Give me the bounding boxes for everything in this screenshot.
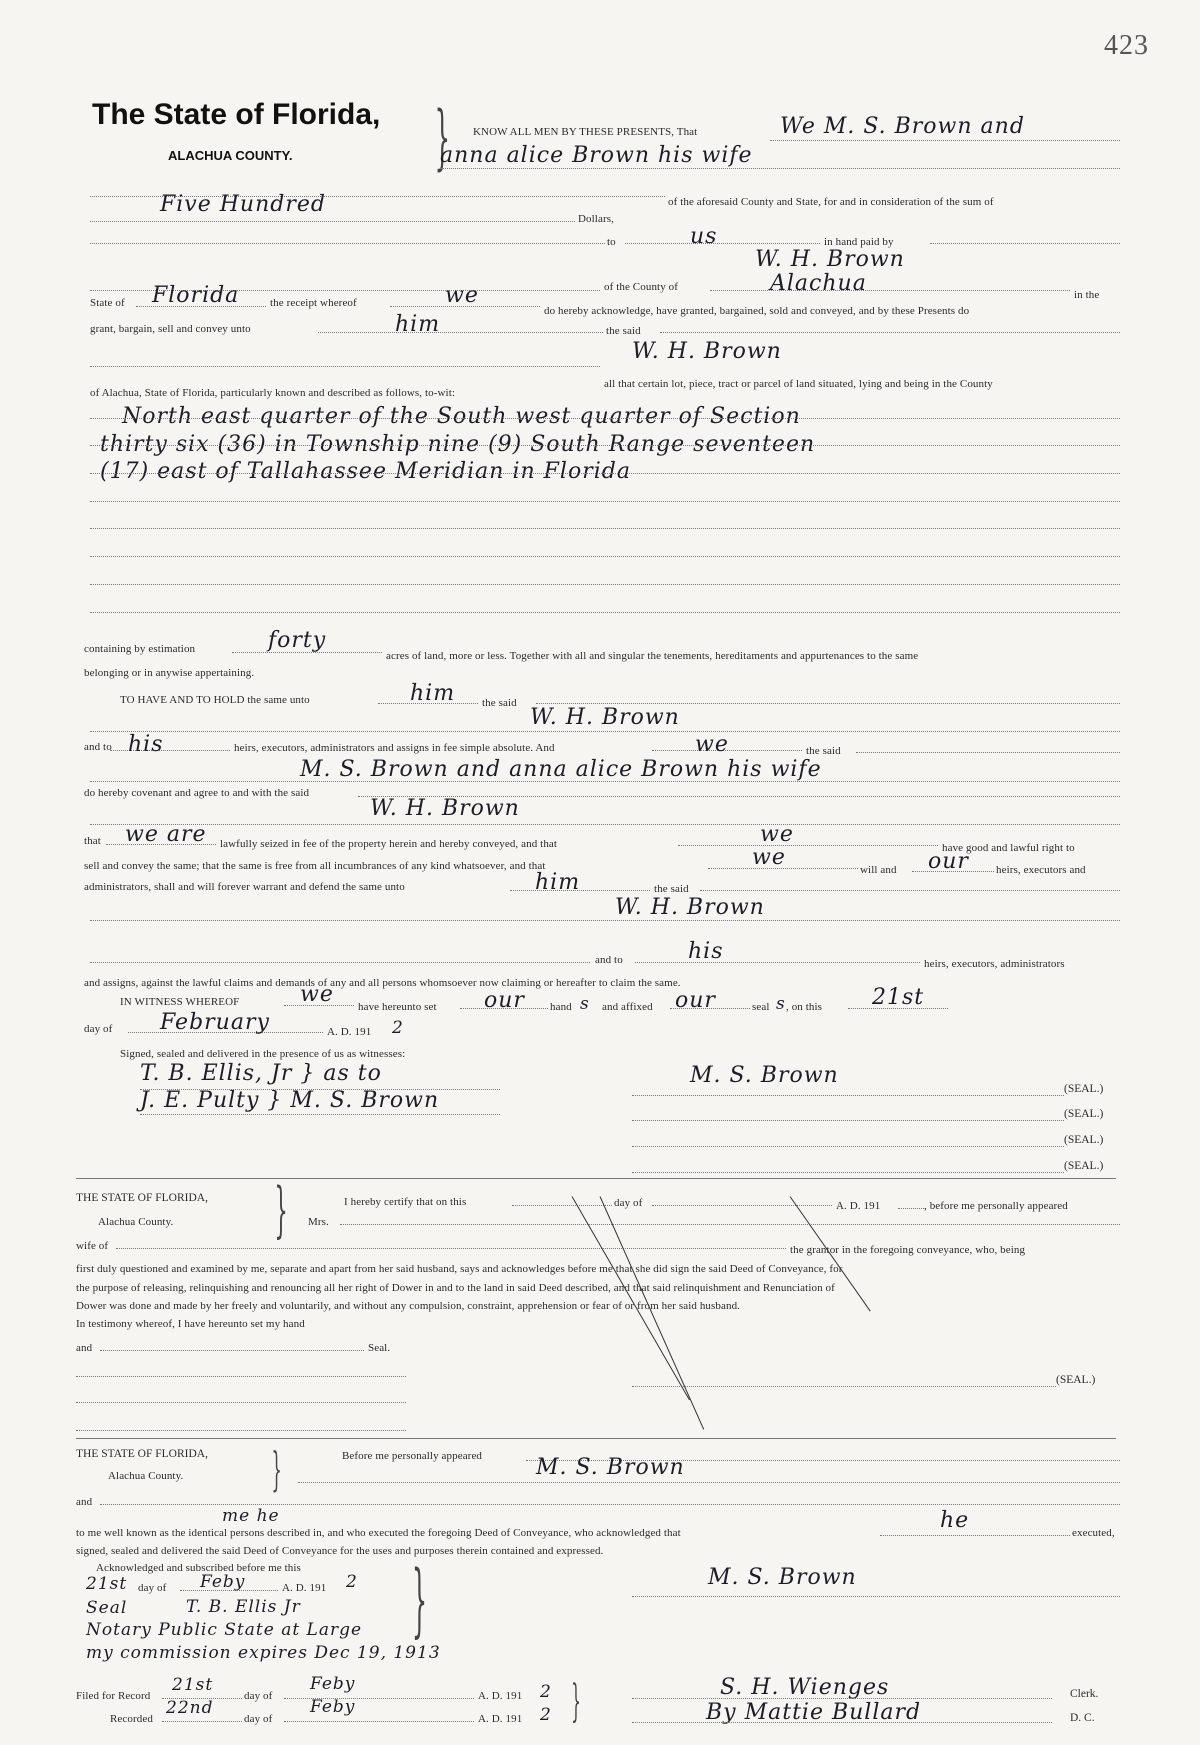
containing-label: containing by estimation xyxy=(84,643,196,655)
clerk-signature: S. H. Wienges xyxy=(720,1675,890,1700)
strike-line-1 xyxy=(572,1196,690,1400)
certify-text: I hereby certify that on this xyxy=(344,1196,467,1208)
have-grantee: W. H. Brown xyxy=(530,705,680,730)
dower-seal-label: Seal. xyxy=(368,1342,391,1354)
paid-by-value: W. H. Brown xyxy=(755,247,905,272)
filed-year: 2 xyxy=(540,1682,552,1702)
covenant-grantee: W. H. Brown xyxy=(370,796,520,821)
dower-before-me: , before me personally appeared xyxy=(924,1200,1068,1212)
page-number: 423 xyxy=(1104,30,1149,61)
know-all-men: KNOW ALL MEN BY THESE PRESENTS, That xyxy=(473,126,698,138)
affixed-value: our xyxy=(675,988,716,1013)
seal-1: (SEAL.) xyxy=(1064,1083,1104,1095)
dower-day-of: day of xyxy=(614,1197,643,1209)
acknowledged-text: Acknowledged and subscribed before me this xyxy=(96,1562,301,1574)
hand-s: s xyxy=(580,994,590,1014)
dower-county: Alachua County. xyxy=(98,1216,174,1228)
sell-value: we xyxy=(752,845,786,870)
county-value: Alachua xyxy=(770,271,867,296)
filed-ad: A. D. 191 xyxy=(478,1690,523,1702)
filed-label: Filed for Record xyxy=(76,1690,151,1702)
ack-appeared-value: M. S. Brown xyxy=(536,1455,685,1480)
affixed-label: and affixed xyxy=(602,1001,653,1013)
aforesaid-text: of the aforesaid County and State, for and in consideration of the sum of xyxy=(668,196,994,208)
deed-page: 423 The State of Florida, ALACHUA COUNTY. } KNOW ALL MEN BY THESE PRESENTS, That We M. S. Brown and anna alice Brown his wife of the aforesaid County and State, for and in consideration of the sum of Five Hundred Dollars, to us in hand paid by W. H. Brown of the County of Alachua in the State of Florida the receipt whereof we do hereby acknowledge, have granted, bargained, sold and conveyed, and by these Presents do grant, bargain, sell and convey unto him the said W. H. Brown all that certain lot, piece, tract or parcel of land situated, lying and being in the County of Alachua, State of Florida, particularly known and described as follows, to-wit: North east quarter of the South west quarter of Section thirty six (36) in Township nine (9) South Range seventeen (17) east of Tallahassee Meridian in Florida containing by estimation forty acres of land, more or less. Together with all and singular the tenements, hereditaments and appurtenances to the same belonging or in anywise appertaining. TO HAVE AND TO HOLD the same unto him the said W. H. Brown and to his heirs, executors, administrators and assigns in fee simple absolute. And we the said M. S. Brown and anna alice Brown his wife do hereby covenant and agree to and with the said W. H. Brown that we are lawfully seized in fee of the property herein and hereby conveyed, and that we have good and lawful right to sell and convey the same; that the same is free from all incumbrances of any kind whatsoever, and that we will and our heirs, executors and administrators, shall and will forever warrant and defend the same unto him the said W. H. Brown and to his heirs, executors, administrators and assigns, against the lawful claims and demands of any and all persons whomsoever now claiming or hereafter to claim the same. IN WITNESS WHEREOF we have hereunto set our hand s and affixed our seal s , on this 21st day of February A. D. 191 2 Signed, sealed and delivered in the presence of us as witnesses: T. B. Ellis, Jr } as to J. E. Pulty } M. S. Brown M. S. Brown (SEAL.) (SEAL.) (SEAL.) (SEAL.) THE STATE OF FLORIDA, Alachua County. } I hereby certify that on this day of A. D. 191 , before me personally appeared Mrs. wife of the grantor in the foregoing conveyance, who, being first duly questioned and examined by me, separate and apart from her said husband, says and acknowledges before me that she did sign the said Deed of Conveyance, for the purpose of releasing, relinquishing and renouncing all her right of Dower in and to the land in said Deed described, and that said relinquishment and Renunciation of Dower was done and made by her freely and voluntarily, and without any compulsion, constraint, apprehension or fear of or from her said husband. In testimony whereof, I have hereunto set my hand and Seal. (SEAL.) THE STATE OF FLORIDA, Alachua County. } Before me personally appeared M. S. Brown and me he to me well known as the identical persons described in, and who executed the foregoing Deed of Conveyance, who acknowledged that he executed, signed, sealed and delivered the said Deed of Conveyance for the uses and purposes therein contained and expressed. Acknowledged and subscribed before me this 21st day of Feby A. D. 191 2 } Seal T. B. Ellis Jr Notary Public State at Large my commission expires Dec 19, 1913 M. S. Brown Filed for Record 21st day of Feby A. D. 191 2 Recorded 22nd day of Feby A. D. 191 2 } S. H. Wienges Clerk. By Mattie Bullard D. C. xyxy=(76,30,1149,1727)
ack-before-me: Before me personally appeared xyxy=(342,1450,483,1462)
certain-lot-text: all that certain lot, piece, tract or parcel of land situated, lying and being in the County xyxy=(604,378,993,390)
seal-label: seal xyxy=(752,1001,770,1013)
ack-state: THE STATE OF FLORIDA, xyxy=(76,1448,208,1460)
ack-county: Alachua County. xyxy=(108,1470,184,1482)
sell-convey-text: sell and convey the same; that the same is free from all incumbrances of any kind whatsoever, and that xyxy=(84,860,546,872)
seal-3: (SEAL.) xyxy=(1064,1134,1104,1146)
the-said-label: the said xyxy=(606,325,641,337)
wife-of-label: wife of xyxy=(76,1240,109,1252)
and-to-label: and to xyxy=(84,741,112,753)
recorded-year: 2 xyxy=(540,1705,552,1725)
ad-label: A. D. 191 xyxy=(327,1026,372,1038)
set-value: our xyxy=(484,988,525,1013)
witness1-value: T. B. Ellis, Jr } as to xyxy=(140,1061,382,1086)
signed-line: signed, sealed and delivered the said Deed of Conveyance for the uses and purposes therein contained and expressed. xyxy=(76,1545,604,1557)
recorded-day-of: day of xyxy=(244,1713,273,1725)
filed-day-of: day of xyxy=(244,1690,273,1702)
dower-seal: (SEAL.) xyxy=(1056,1374,1096,1386)
lawfully-text: lawfully seized in fee of the property herein and hereby conveyed, and that xyxy=(220,838,558,850)
and-to-value: his xyxy=(128,732,164,757)
seal-s: s xyxy=(776,994,786,1014)
good-right-text: have good and lawful right to xyxy=(942,842,1075,854)
recorded-label: Recorded xyxy=(110,1713,153,1725)
acres-text: acres of land, more or less. Together with all and singular the tenements, hereditaments and appurtenances to the same xyxy=(386,650,919,662)
grantee-value: W. H. Brown xyxy=(632,339,782,364)
belonging-text: belonging or in anywise appertaining. xyxy=(84,667,255,679)
dower-state: THE STATE OF FLORIDA, xyxy=(76,1192,208,1204)
day-value: 21st xyxy=(872,985,925,1010)
grant-line: grant, bargain, sell and convey unto xyxy=(90,323,251,335)
that-label: that xyxy=(84,835,101,847)
filed-day: 21st xyxy=(172,1675,214,1695)
ack-month-value: Feby xyxy=(200,1572,246,1592)
lawfully-value: we xyxy=(760,822,794,847)
covenantors-value: M. S. Brown and anna alice Brown his wife xyxy=(300,757,822,782)
in-hand-label: in hand paid by xyxy=(824,236,894,248)
recorded-ad: A. D. 191 xyxy=(478,1713,523,1725)
of-county-label: of the County of xyxy=(604,281,679,293)
section-rule-2 xyxy=(76,1438,1116,1439)
have-value: him xyxy=(410,681,456,706)
seal-2: (SEAL.) xyxy=(1064,1108,1104,1120)
defend-value: him xyxy=(535,870,581,895)
the-said3-label: the said xyxy=(806,745,841,757)
receipt-value: we xyxy=(445,283,479,308)
header-brace: } xyxy=(434,96,451,178)
well-known-text: to me well known as the identical persons described in, and who executed the foregoing Deed of Conveyance, who acknowledged that xyxy=(76,1527,681,1539)
filed-month: Feby xyxy=(310,1674,356,1694)
grantor-signature: M. S. Brown xyxy=(690,1063,839,1088)
seal-4: (SEAL.) xyxy=(1064,1160,1104,1172)
state-of-label: State of xyxy=(90,297,125,309)
assigns-text: and assigns, against the lawful claims and demands of any and all persons whomsoever now claiming or hereafter to claim the same. xyxy=(84,977,681,989)
to-value: us xyxy=(690,224,718,249)
recorded-month: Feby xyxy=(310,1697,356,1717)
clerk-label: Clerk. xyxy=(1070,1688,1099,1700)
grantor-text: the grantor in the foregoing conveyance, who, being xyxy=(790,1244,1026,1256)
the-said2-label: the said xyxy=(482,697,517,709)
that-value: we are xyxy=(125,822,207,847)
notary-title: Notary Public State at Large xyxy=(86,1620,363,1640)
strike-line-2 xyxy=(600,1196,705,1429)
ack-day-value: 21st xyxy=(86,1574,128,1594)
will-and-label: will and xyxy=(860,864,897,876)
state-value: Florida xyxy=(152,283,240,308)
month-value: February xyxy=(160,1010,270,1035)
witness2-value: J. E. Pulty } M. S. Brown xyxy=(140,1088,440,1113)
description-line-3: (17) east of Tallahassee Meridian in Florida xyxy=(100,459,631,484)
covenant-text: do hereby covenant and agree to and with the said xyxy=(84,787,310,799)
dc-signature: By Mattie Bullard xyxy=(706,1700,922,1725)
defend-grantee: W. H. Brown xyxy=(615,895,765,920)
year-digit: 2 xyxy=(392,1018,404,1038)
ack-year-digit: 2 xyxy=(346,1572,358,1592)
of-alachua-text: of Alachua, State of Florida, particularly known and described as follows, to-wit: xyxy=(90,387,456,399)
grantors-line2: anna alice Brown his wife xyxy=(440,143,753,168)
ack-inserted: me he xyxy=(222,1506,280,1526)
description-line-1: North east quarter of the South west quarter of Section xyxy=(122,404,801,429)
document-title: The State of Florida, xyxy=(92,98,381,131)
signed-sealed-text: Signed, sealed and delivered in the presence of us as witnesses: xyxy=(120,1048,406,1060)
sum-value: Five Hundred xyxy=(160,192,326,217)
grantors-line1: We M. S. Brown and xyxy=(780,114,1025,139)
have-hereunto-label: have hereunto set xyxy=(358,1001,437,1013)
dower-ad: A. D. 191 xyxy=(836,1200,881,1212)
will-value: our xyxy=(928,849,969,874)
mrs-label: Mrs. xyxy=(308,1216,329,1228)
and-to2-label: and to xyxy=(595,954,623,966)
dower-body-2: the purpose of releasing, relinquishing and renouncing all her right of Dower in and to the land in said Deed described, and that said relinquishment and Renunciation of xyxy=(76,1282,835,1294)
heirs-exec2-text: heirs, executors, administrators xyxy=(924,958,1065,970)
notary-name: T. B. Ellis Jr xyxy=(186,1597,301,1617)
acknowledge-text: do hereby acknowledge, have granted, bargained, sold and conveyed, and by these Presents do xyxy=(544,305,970,317)
description-line-2: thirty six (36) in Township nine (9) South Range seventeen xyxy=(100,432,816,457)
hand-label: hand xyxy=(550,1001,572,1013)
county-heading: ALACHUA COUNTY. xyxy=(168,148,293,163)
ack-seal-value: Seal xyxy=(86,1598,128,1618)
ack-value: he xyxy=(940,1508,970,1533)
dower-and-label: and xyxy=(76,1342,93,1354)
unto-value: him xyxy=(395,312,441,337)
dollars-label: Dollars, xyxy=(578,213,614,225)
administrators-text: administrators, shall and will forever warrant and defend the same unto xyxy=(84,881,405,893)
to-label: to xyxy=(607,236,616,248)
recorded-day: 22nd xyxy=(166,1698,214,1718)
on-this-label: , on this xyxy=(786,1001,823,1013)
ack-and-label: and xyxy=(76,1496,93,1508)
and-to2-value: his xyxy=(688,939,724,964)
and-value: we xyxy=(695,732,729,757)
testimony-text: In testimony whereof, I have hereunto set my hand xyxy=(76,1318,305,1330)
ack-signature: M. S. Brown xyxy=(708,1565,857,1590)
ack-day-of: day of xyxy=(138,1582,167,1594)
section-rule-1 xyxy=(76,1178,1116,1179)
to-have-text: TO HAVE AND TO HOLD the same unto xyxy=(120,694,310,706)
dower-body-3: Dower was done and made by her freely and voluntarily, and without any compulsion, constraint, apprehension or fear of or from her said husband. xyxy=(76,1300,741,1312)
day-of-label: day of xyxy=(84,1023,113,1035)
heirs-exec-text: heirs, executors and xyxy=(996,864,1086,876)
dc-label: D. C. xyxy=(1070,1712,1095,1724)
executed-label: executed, xyxy=(1072,1527,1115,1539)
dower-body-1: first duly questioned and examined by me, separate and apart from her said husband, says and acknowledges before me that she did sign the said Deed of Conveyance, for xyxy=(76,1263,843,1275)
in-the-label: in the xyxy=(1074,289,1100,301)
witness-value: we xyxy=(300,982,334,1007)
acres-value: forty xyxy=(268,628,327,653)
commission-text: my commission expires Dec 19, 1913 xyxy=(86,1643,441,1663)
in-witness-label: IN WITNESS WHEREOF xyxy=(120,996,240,1008)
ack-ad: A. D. 191 xyxy=(282,1582,327,1594)
heirs-text: heirs, executors, administrators and assigns in fee simple absolute. And xyxy=(234,742,555,754)
the-said4-label: the said xyxy=(654,883,689,895)
receipt-whereof-label: the receipt whereof xyxy=(270,297,357,309)
